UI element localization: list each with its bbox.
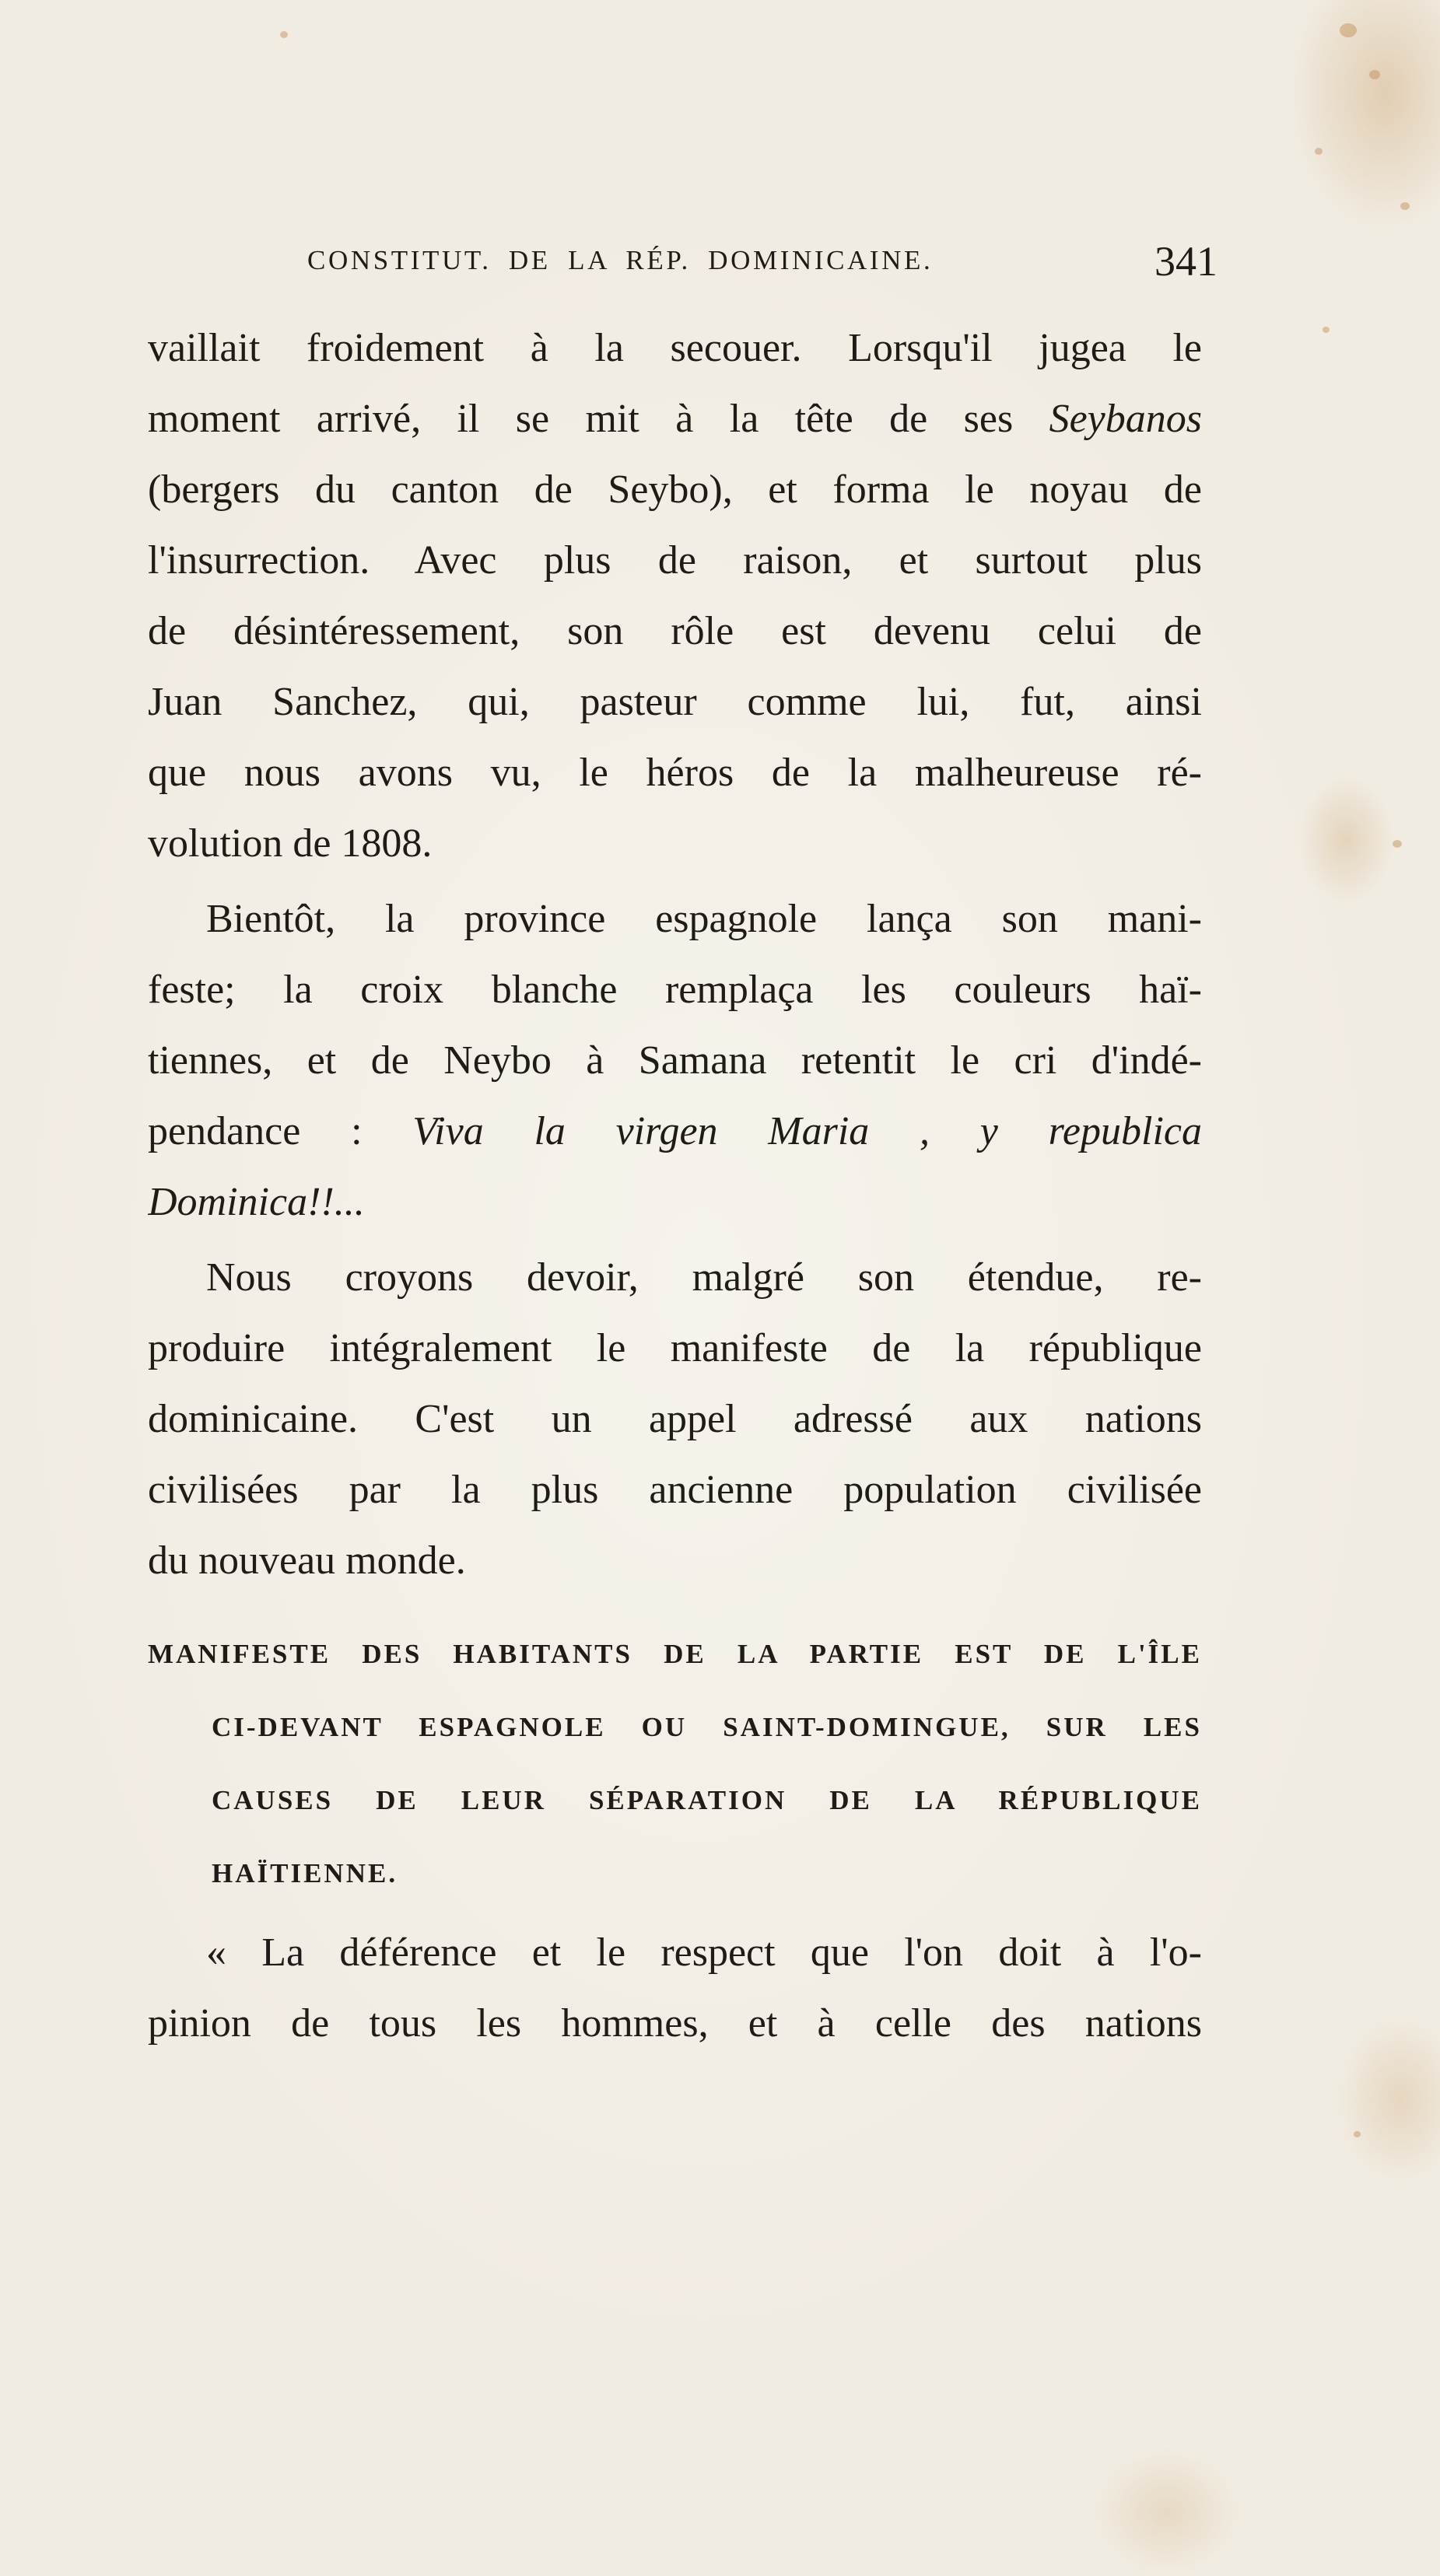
text-line: « La déférence et le respect que l'on doit à l'o- bbox=[206, 1930, 1202, 1975]
text-line: civilisées par la plus ancienne population civilisée bbox=[148, 1468, 1202, 1512]
text-run: moment arrivé, il se mit à la tête de ses bbox=[148, 397, 1049, 441]
paragraph bbox=[148, 884, 1202, 1237]
text-line: du nouveau monde. bbox=[148, 1538, 466, 1583]
body-text bbox=[148, 313, 1202, 1596]
foxing-stain bbox=[1323, 327, 1330, 333]
running-head-title: CONSTITUT. DE LA RÉP. DOMINICAINE. bbox=[307, 245, 934, 275]
text-line: pinion de tous les hommes, et à celle des nations bbox=[148, 2001, 1202, 2046]
text-line: de désintéressement, son rôle est devenu celui de bbox=[148, 609, 1202, 653]
italic-run: Viva la virgen Maria , y republica bbox=[412, 1109, 1202, 1153]
foxing-stain bbox=[280, 31, 288, 38]
foxing-stain bbox=[1340, 23, 1357, 37]
foxing-stain bbox=[1400, 202, 1410, 210]
heading-line: CAUSES DE LEUR SÉPARATION DE LA RÉPUBLIQUE bbox=[212, 1785, 1202, 1815]
foxing-stain bbox=[1369, 70, 1380, 79]
page-number: 341 bbox=[1154, 238, 1218, 285]
foxing-stain bbox=[1354, 2131, 1361, 2137]
text-line: feste; la croix blanche remplaça les couleurs haï- bbox=[148, 968, 1202, 1012]
paragraph bbox=[148, 1242, 1202, 1596]
text-line bbox=[148, 383, 1202, 454]
text-line: dominicaine. C'est un appel adressé aux nations bbox=[148, 1397, 1202, 1441]
heading-line: CI-DEVANT ESPAGNOLE OU SAINT-DOMINGUE, SUR LES bbox=[212, 1712, 1202, 1742]
text-line: l'insurrection. Avec plus de raison, et surtout plus bbox=[148, 538, 1202, 583]
manifesto-title bbox=[148, 1618, 1202, 1910]
text-line: (bergers du canton de Seybo), et forma le noyau de bbox=[148, 467, 1202, 512]
manifesto-opening bbox=[148, 1917, 1202, 2059]
text-line: vaillait froidement à la secouer. Lorsqu'il jugea le bbox=[148, 326, 1202, 370]
text-line bbox=[148, 1167, 1202, 1237]
italic-run: Seybanos bbox=[1049, 397, 1202, 441]
text-line: volution de 1808. bbox=[148, 821, 433, 866]
foxing-stain bbox=[1315, 148, 1323, 155]
foxing-stain bbox=[1393, 840, 1402, 848]
heading-line: MANIFESTE DES HABITANTS DE LA PARTIE EST DE L'ÎLE bbox=[148, 1639, 1202, 1669]
text-line: Nous croyons devoir, malgré son étendue, re- bbox=[206, 1255, 1202, 1300]
text-line: produire intégralement le manifeste de la république bbox=[148, 1326, 1202, 1370]
text-line: tiennes, et de Neybo à Samana retentit le cri d'indé- bbox=[148, 1038, 1202, 1083]
text-run: pendance : bbox=[148, 1109, 413, 1153]
paragraph bbox=[148, 313, 1202, 879]
text-line bbox=[148, 1096, 1202, 1167]
heading-line: HAÏTIENNE. bbox=[212, 1858, 398, 1888]
italic-run: Dominica!!... bbox=[148, 1180, 365, 1224]
running-head bbox=[307, 237, 1218, 299]
text-line: que nous avons vu, le héros de la malheureuse ré- bbox=[148, 751, 1202, 795]
text-line: Juan Sanchez, qui, pasteur comme lui, fut, ainsi bbox=[148, 680, 1202, 724]
text-line: Bientôt, la province espagnole lança son mani- bbox=[206, 897, 1202, 941]
